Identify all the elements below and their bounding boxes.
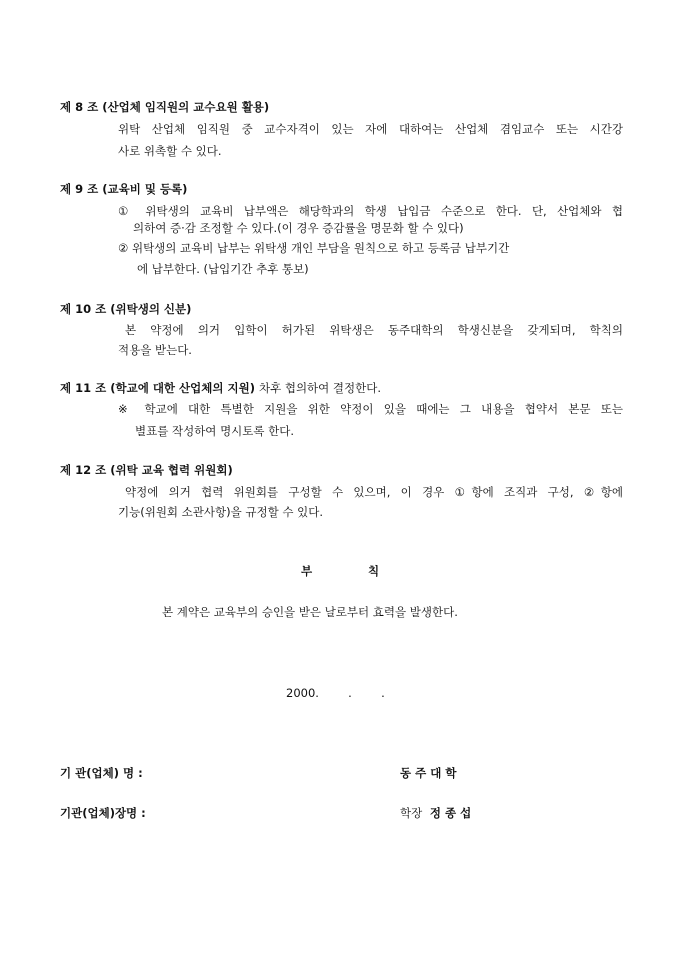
- org-head-label: 기관(업체)장명 :: [60, 806, 146, 820]
- article-12-heading: 제 12 조 (위탁 교육 협력 위원회): [60, 463, 233, 477]
- supplement-text: 본 계약은 교육부의 승인을 받은 날로부터 효력을 발생한다.: [162, 605, 458, 619]
- article-8-heading: 제 8 조 (산업체 임직원의 교수요원 활용): [60, 100, 270, 114]
- article-11-note-line-1: ※ 학교에 대한 특별한 지원을 위한 약정이 있을 때에는 그 내용을 협약서 본문 또는: [118, 402, 623, 416]
- org-name-label: 기 관(업체) 명 :: [60, 766, 143, 780]
- article-9-item-1-line-1: ① 위탁생의 교육비 납부액은 해당학과의 학생 납입금 수준으로 한다. 단, 산업체와 협: [118, 204, 623, 218]
- org-head-title: 학장: [400, 806, 423, 820]
- article-10-heading: 제 10 조 (위탁생의 신분): [60, 302, 192, 316]
- article-8-line-2: 사로 위촉할 수 있다.: [118, 144, 222, 158]
- agreement-date: 2000. . .: [286, 686, 385, 700]
- article-12-line-2: 기능(위원회 소관사항)을 규정할 수 있다.: [118, 505, 323, 519]
- article-9-item-2-line-2: 에 납부한다. (납입기간 추후 통보): [137, 262, 309, 276]
- article-11-heading-tail: 차후 협의하여 결정한다.: [258, 381, 382, 395]
- article-12-line-1: 약정에 의거 협력 위원회를 구성할 수 있으며, 이 경우 ①항에 조직과 구성, ②항에: [125, 485, 623, 499]
- org-head-name: 정 종 섭: [429, 806, 472, 820]
- article-9-item-2-line-1: ② 위탁생의 교육비 납부는 위탁생 개인 부담을 원칙으로 하고 등록금 납부기간: [118, 241, 510, 255]
- org-name-value: 동 주 대 학: [400, 766, 457, 780]
- article-11-note-line-2: 별표를 작성하여 명시토록 한다.: [135, 424, 295, 438]
- supplement-title-a: 부: [301, 564, 313, 578]
- article-11-heading-row: [60, 380, 381, 396]
- org-head-value: [400, 805, 471, 821]
- article-9-heading: 제 9 조 (교육비 및 등록): [60, 182, 188, 196]
- article-10-line-2: 적용을 받는다.: [118, 343, 192, 357]
- article-9-item-1-line-2: 의하여 증·감 조정할 수 있다.(이 경우 증감률을 명문화 할 수 있다): [133, 221, 464, 235]
- article-8-line-1: 위탁 산업체 임직원 중 교수자격이 있는 자에 대하여는 산업체 겸임교수 또는 시간강: [118, 122, 623, 136]
- supplement-title-b: 칙: [368, 564, 380, 578]
- article-10-line-1: 본 약정에 의거 입학이 허가된 위탁생은 동주대학의 학생신분을 갖게되며, 학칙의: [125, 323, 623, 337]
- article-11-heading: 제 11 조 (학교에 대한 산업체의 지원): [60, 381, 255, 395]
